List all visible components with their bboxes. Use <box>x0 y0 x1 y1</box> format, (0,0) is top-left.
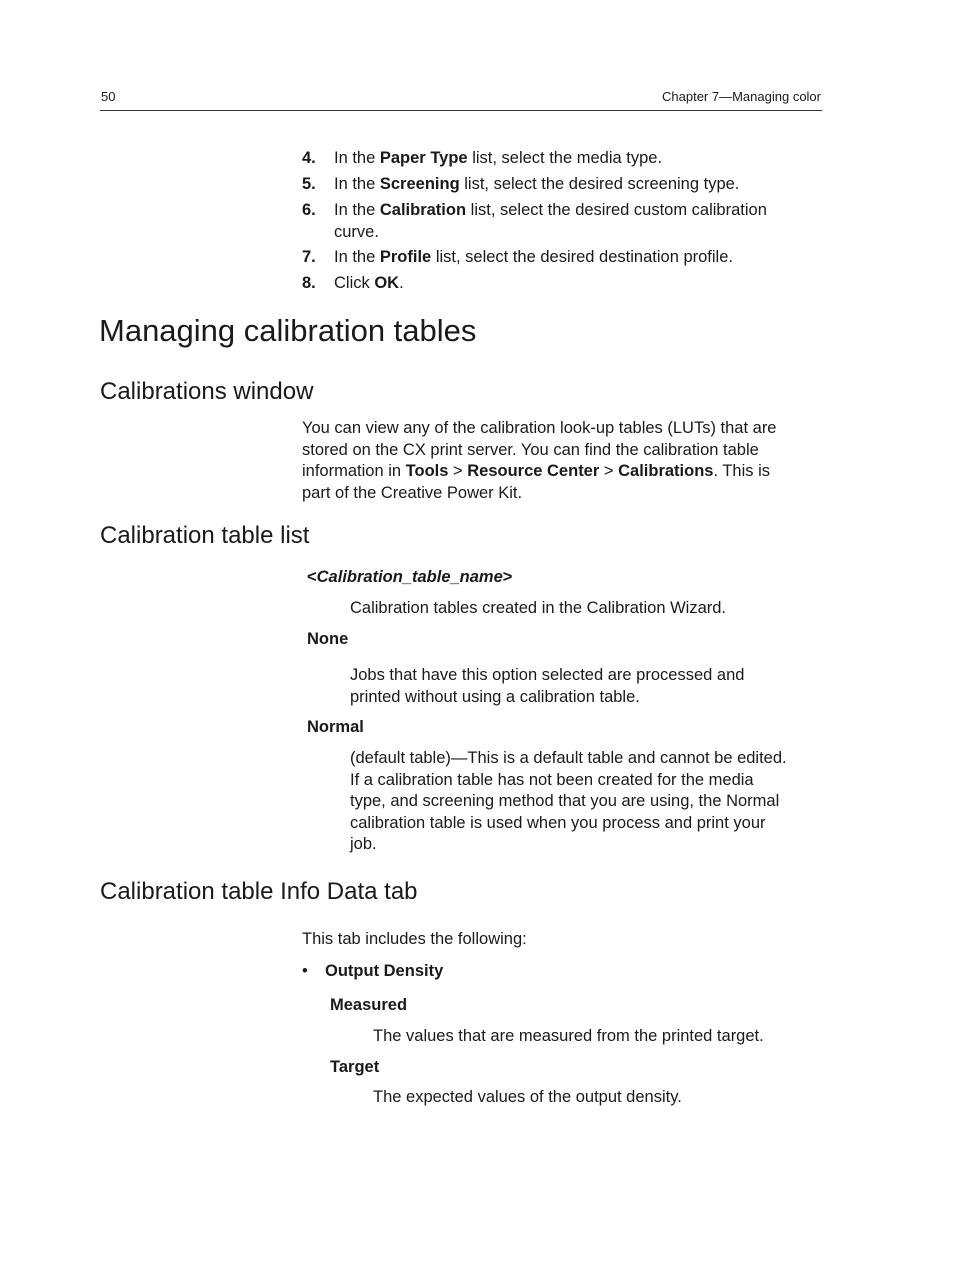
step-4 <box>302 148 316 170</box>
term-calibration-table-name <box>307 567 512 589</box>
step-text: . <box>399 274 404 292</box>
step-bold: Screening <box>379 175 460 193</box>
menu-path-tools: Tools <box>405 462 449 480</box>
step-text: list, select the desired screening type. <box>459 175 740 193</box>
step-bold: Calibration <box>379 201 467 219</box>
step-4-text <box>334 148 662 170</box>
step-number: 5. <box>302 175 316 193</box>
step-6-text <box>334 200 767 243</box>
section-title: Managing calibration tables <box>99 313 477 348</box>
definition-line: If a calibration table has not been created for the media <box>350 770 754 789</box>
term-none: None <box>307 630 349 648</box>
calibrations-window-paragraph <box>302 418 832 504</box>
term-bracket: < <box>307 568 317 586</box>
paragraph-line: You can view any of the calibration look-up tables (LUTs) that are <box>302 419 777 437</box>
definition-line: printed without using a calibration table. <box>350 687 640 706</box>
bullet-dot: • <box>302 962 308 980</box>
step-6 <box>302 200 316 222</box>
definition-measured: The values that are measured from the printed target. <box>373 1027 764 1045</box>
term-bracket: > <box>502 568 513 586</box>
step-5 <box>302 174 316 196</box>
definition-line: Jobs that have this option selected are processed and <box>350 666 745 684</box>
step-text: In the <box>334 201 380 219</box>
step-number: 6. <box>302 201 316 219</box>
term-normal: Normal <box>307 718 364 736</box>
paragraph-line: part of the Creative Power Kit. <box>302 483 523 502</box>
path-separator: > <box>599 462 619 480</box>
step-text: In the <box>334 149 380 167</box>
term-measured: Measured <box>330 996 408 1014</box>
step-bold: Profile <box>379 248 432 266</box>
step-7 <box>302 247 316 269</box>
definition-target: The expected values of the output density. <box>373 1088 682 1106</box>
step-number: 8. <box>302 274 316 292</box>
page-number: 50 <box>101 89 116 104</box>
step-text: Click <box>334 274 375 292</box>
term-target: Target <box>330 1058 380 1076</box>
menu-path-resource-center: Resource Center <box>467 462 600 480</box>
chapter-title: Chapter 7—Managing color <box>662 89 821 104</box>
step-text: list, select the desired destination profile. <box>431 248 733 266</box>
step-text: list, select the desired custom calibration <box>466 201 767 219</box>
bullet-output-density: Output Density <box>325 962 444 980</box>
heading-info-data-tab: Calibration table Info Data tab <box>100 878 418 905</box>
definition-line: job. <box>350 835 377 853</box>
heading-calibrations-window: Calibrations window <box>100 378 314 405</box>
menu-path-calibrations: Calibrations <box>618 462 714 480</box>
info-data-intro: This tab includes the following: <box>302 930 527 948</box>
paragraph-line: information in <box>302 462 406 480</box>
paragraph-line: . This is <box>713 462 771 480</box>
step-text: list, select the media type. <box>467 149 663 167</box>
definition-line: calibration table is used when you process and print your <box>350 813 766 832</box>
step-text: In the <box>334 175 380 193</box>
step-number: 7. <box>302 248 316 266</box>
definition-calibration-table-name: Calibration tables created in the Calibration Wizard. <box>350 599 727 617</box>
step-7-text <box>334 247 733 269</box>
step-bold: Paper Type <box>379 149 468 167</box>
heading-calibration-table-list: Calibration table list <box>100 522 310 549</box>
definition-line: (default table)—This is a default table and cannot be edited. <box>350 749 787 767</box>
step-bold: OK <box>374 274 400 292</box>
step-text: In the <box>334 248 380 266</box>
definition-line: type, and screening method that you are using, the Normal <box>350 792 780 810</box>
path-separator: > <box>448 462 468 480</box>
step-8-text <box>334 273 404 295</box>
definition-normal <box>350 748 787 856</box>
term-name: Calibration_table_name <box>316 568 503 586</box>
step-number: 4. <box>302 149 316 167</box>
definition-none <box>350 665 744 708</box>
step-text: curve. <box>334 222 379 241</box>
header-rule <box>100 110 822 111</box>
paragraph-line: stored on the CX print server. You can find the calibration table <box>302 440 759 459</box>
step-8 <box>302 273 316 295</box>
step-5-text <box>334 174 739 196</box>
